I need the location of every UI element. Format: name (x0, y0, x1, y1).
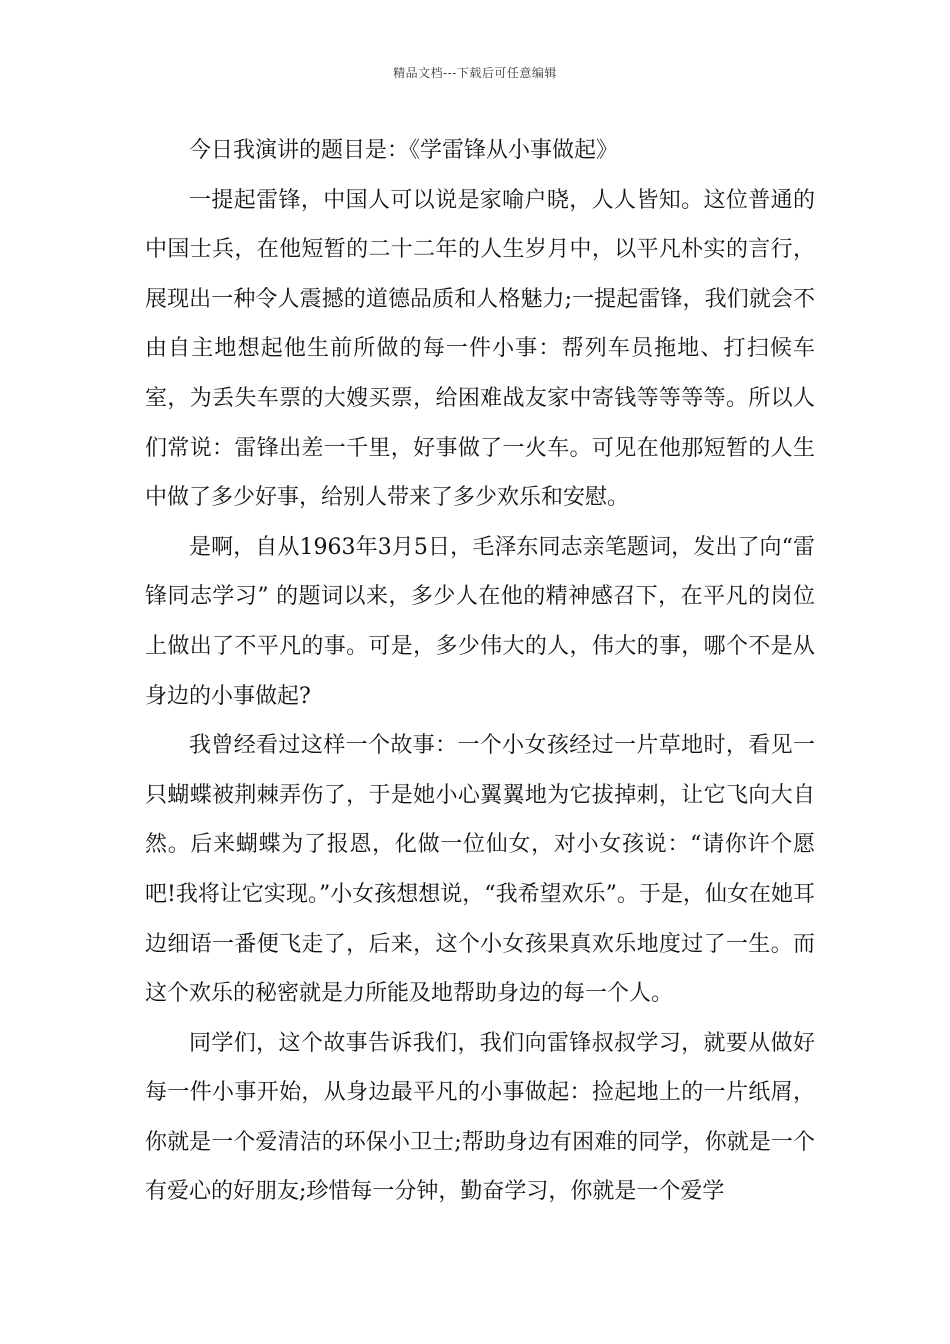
page-header: 精品文档---下载后可任意编辑 (393, 66, 557, 80)
paragraph: 一提起雷锋，中国人可以说是家喻户晓，人人皆知。这位普通的中国士兵，在他短暂的二十二年的人生岁月中，以平凡朴实的言行，展现出一种令人震撼的道德品质和人格魅力;一提起雷锋，我们就会不由自主地想起他生前所做的每一件小事：帮列车员拖地、打扫候车室，为丢失车票的大嫂买票，给困难战友家中寄钱等等等等。所以人们常说：雷锋出差一千里，好事做了一火车。可见在他那短暂的人生中做了多少好事，给别人带来了多少欢乐和安慰。 (145, 187, 815, 511)
paragraph: 是啊，自从1963年3月5日，毛泽东同志亲笔题词，发出了向“雷锋同志学习” 的题词以来，多少人在他的精神感召下，在平凡的岗位上做出了不平凡的事。可是，多少伟大的人，伟大的事，哪个不是从身边的小事做起? (145, 534, 815, 709)
paragraph-title: 今日我演讲的题目是：《学雷锋从小事做起》 (189, 138, 619, 163)
document-body (145, 126, 815, 1217)
paragraph: 我曾经看过这样一个故事：一个小女孩经过一片草地时，看见一只蝴蝶被荆棘弄伤了，于是她小心翼翼地为它拔掉刺，让它飞向大自然。后来蝴蝶为了报恩，化做一位仙女，对小女孩说：“请你许个愿吧!我将让它实现。”小女孩想想说，“我希望欢乐”。于是，仙女在她耳边细语一番便飞走了，后来，这个小女孩果真欢乐地度过了一生。而这个欢乐的秘密就是力所能及地帮助身边的每一个人。 (145, 733, 815, 1007)
paragraph: 同学们，这个故事告诉我们，我们向雷锋叔叔学习，就要从做好每一件小事开始，从身边最平凡的小事做起：捡起地上的一片纸屑，你就是一个爱清洁的环保小卫士;帮助身边有困难的同学，你就是一个有爱心的好朋友;珍惜每一分钟，勤奋学习，你就是一个爱学 (145, 1030, 815, 1205)
